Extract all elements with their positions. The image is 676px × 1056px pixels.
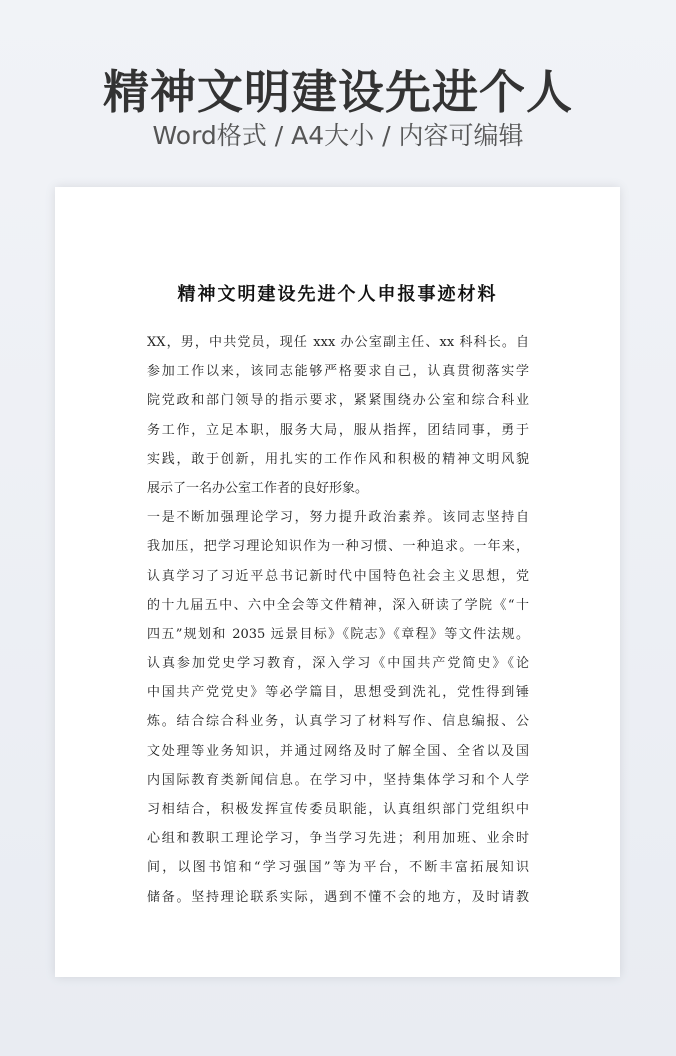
document-line: 中国共产党党史》等必学篇目，思想受到洗礼，党性得到锤 xyxy=(147,685,529,701)
document-line: 储备。坚持理论联系实际，遇到不懂不会的地方，及时请教 xyxy=(147,889,529,905)
document-body xyxy=(147,328,529,912)
document-line: 认真学习了习近平总书记新时代中国特色社会主义思想，党 xyxy=(147,568,529,584)
banner-title: 精神文明建设先进个人 xyxy=(103,65,573,119)
document-line: 炼。结合综合科业务，认真学习了材料写作、信息编报、公 xyxy=(147,714,529,730)
document-line: 我加压，把学习理论知识作为一种习惯、一种追求。一年来， xyxy=(147,539,529,555)
document-line: 实践，敢于创新，用扎实的工作作风和积极的精神文明风貌 xyxy=(147,451,529,467)
document-title: 精神文明建设先进个人申报事迹材料 xyxy=(177,284,498,305)
document-page xyxy=(55,187,620,977)
document-line: 展示了一名办公室工作者的良好形象。 xyxy=(147,480,369,496)
document-line: 内国际教育类新闻信息。在学习中，坚持集体学习和个人学 xyxy=(147,772,529,788)
banner-subtitle: Word格式 / A4大小 / 内容可编辑 xyxy=(152,121,524,150)
document-line: 心组和教职工理论学习，争当学习先进；利用加班、业余时 xyxy=(147,831,529,847)
document-line: 文处理等业务知识，并通过网络及时了解全国、全省以及国 xyxy=(147,743,529,759)
document-line: 院党政和部门领导的指示要求，紧紧围绕办公室和综合科业 xyxy=(147,393,529,409)
document-line: 务工作，立足本职，服务大局，服从指挥，团结同事，勇于 xyxy=(147,422,529,438)
document-line: 四五”规划和 2035 远景目标》《院志》《章程》等文件法规。 xyxy=(147,626,529,642)
document-line: XX，男，中共党员，现任 xxx 办公室副主任、xx 科科长。自 xyxy=(147,335,529,350)
document-line: 认真参加党史学习教育，深入学习《中国共产党简史》《论 xyxy=(147,656,529,672)
document-line: 的十九届五中、六中全会等文件精神，深入研读了学院《“十 xyxy=(147,597,529,613)
document-line: 参加工作以来，该同志能够严格要求自己，认真贯彻落实学 xyxy=(147,364,529,380)
document-line: 一是不断加强理论学习，努力提升政治素养。该同志坚持自 xyxy=(147,510,529,526)
document-line: 习相结合，积极发挥宣传委员职能，认真组织部门党组织中 xyxy=(147,802,529,817)
document-line: 间，以图书馆和“学习强国”等为平台，不断丰富拓展知识 xyxy=(147,860,529,876)
